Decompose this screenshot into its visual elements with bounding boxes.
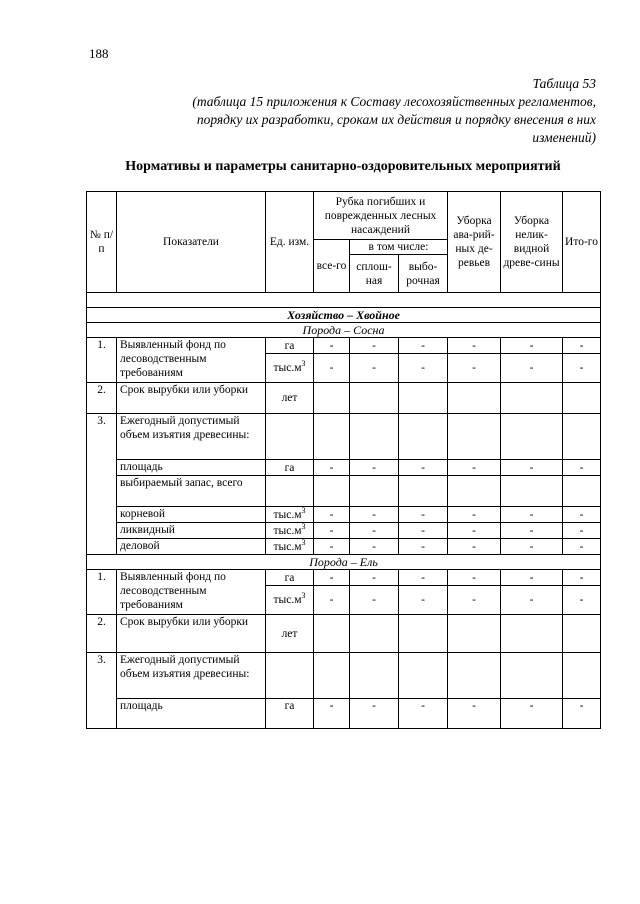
- header-num: № п/п: [87, 192, 117, 293]
- value-cell: -: [563, 354, 601, 383]
- value-cell: -: [563, 460, 601, 476]
- unit-cell: [266, 414, 314, 460]
- value-cell: [501, 653, 563, 699]
- caption-line: изменений): [532, 130, 596, 145]
- indicator-annual-volume: Ежегодный допустимый объем изъятия древесины:: [117, 414, 266, 460]
- value-cell: -: [399, 354, 448, 383]
- header-indicators: Показатели: [117, 192, 266, 293]
- value-cell: -: [448, 354, 501, 383]
- header-selective-felling: выбо-рочная: [399, 255, 448, 293]
- indicator-area: площадь: [117, 699, 266, 729]
- value-cell: [501, 414, 563, 460]
- unit-cell: [266, 476, 314, 507]
- value-cell: -: [448, 586, 501, 615]
- unit-cell: га: [266, 460, 314, 476]
- row-number: 1.: [87, 338, 117, 383]
- row-number: 2.: [87, 615, 117, 653]
- value-cell: -: [448, 699, 501, 729]
- indicator-liquid: ликвидный: [117, 523, 266, 539]
- value-cell: [314, 414, 350, 460]
- value-cell: -: [314, 523, 350, 539]
- value-cell: -: [563, 570, 601, 586]
- value-cell: [448, 383, 501, 414]
- indicator-identified-fund: Выявленный фонд по лесоводственным требованиям: [117, 570, 266, 615]
- value-cell: -: [448, 507, 501, 523]
- value-cell: -: [350, 507, 399, 523]
- value-cell: [314, 653, 350, 699]
- value-cell: [399, 476, 448, 507]
- indicator-area: площадь: [117, 460, 266, 476]
- value-cell: -: [448, 338, 501, 354]
- value-cell: -: [563, 699, 601, 729]
- value-cell: [350, 476, 399, 507]
- indicator-selected-stock: выбираемый запас, всего: [117, 476, 266, 507]
- value-cell: [448, 615, 501, 653]
- caption-line: (таблица 15 приложения к Составу лесохозяйственных регламентов,: [192, 94, 596, 109]
- value-cell: -: [399, 460, 448, 476]
- unit-cell: га: [266, 570, 314, 586]
- value-cell: -: [350, 354, 399, 383]
- blank-row: [87, 293, 601, 308]
- unit-text: тыс.м: [273, 594, 302, 606]
- header-unit: Ед. изм.: [266, 192, 314, 293]
- unit-cell: га: [266, 699, 314, 729]
- unit-cell: [266, 653, 314, 699]
- unit-text: тыс.м: [273, 508, 302, 521]
- value-cell: -: [314, 507, 350, 523]
- value-cell: [314, 615, 350, 653]
- value-cell: -: [350, 460, 399, 476]
- unit-cell: [266, 354, 314, 383]
- page-number: 188: [89, 46, 109, 61]
- value-cell: -: [448, 570, 501, 586]
- value-cell: -: [314, 586, 350, 615]
- value-cell: [563, 414, 601, 460]
- indicator-identified-fund: Выявленный фонд по лесоводственным требованиям: [117, 338, 266, 383]
- value-cell: [501, 383, 563, 414]
- value-cell: -: [501, 354, 563, 383]
- unit-text: тыс.м: [273, 540, 302, 553]
- value-cell: [350, 414, 399, 460]
- caption-line: Таблица 53: [532, 76, 596, 91]
- document-title: Нормативы и параметры санитарно-оздоровительных мероприятий: [125, 159, 561, 174]
- subsection-pine: Порода – Сосна: [87, 323, 601, 338]
- header-emergency: Уборка ава-рий-ных де-ревьев: [448, 192, 501, 293]
- unit-cell: [266, 586, 314, 615]
- value-cell: [350, 653, 399, 699]
- value-cell: [448, 414, 501, 460]
- value-cell: -: [399, 586, 448, 615]
- value-cell: -: [501, 338, 563, 354]
- value-cell: [350, 615, 399, 653]
- value-cell: -: [501, 460, 563, 476]
- value-cell: -: [501, 507, 563, 523]
- value-cell: [501, 615, 563, 653]
- row-number: 1.: [87, 570, 117, 615]
- value-cell: -: [399, 523, 448, 539]
- value-cell: -: [563, 539, 601, 555]
- value-cell: -: [399, 338, 448, 354]
- unit-superscript: 3: [301, 505, 306, 515]
- value-cell: -: [448, 539, 501, 555]
- value-cell: -: [563, 586, 601, 615]
- unit-cell: [266, 523, 314, 539]
- value-cell: [501, 476, 563, 507]
- value-cell: -: [501, 699, 563, 729]
- value-cell: [563, 653, 601, 699]
- value-cell: -: [399, 507, 448, 523]
- indicator-root: корневой: [117, 507, 266, 523]
- value-cell: -: [448, 460, 501, 476]
- value-cell: [563, 476, 601, 507]
- value-cell: -: [501, 570, 563, 586]
- value-cell: -: [314, 338, 350, 354]
- value-cell: -: [314, 570, 350, 586]
- value-cell: -: [399, 570, 448, 586]
- row-number: 3.: [87, 653, 117, 729]
- unit-cell: лет: [266, 615, 314, 653]
- value-cell: -: [314, 354, 350, 383]
- sanitary-measures-table: [86, 191, 601, 729]
- indicator-felling-term: Срок вырубки или уборки: [117, 383, 266, 414]
- value-cell: -: [350, 586, 399, 615]
- indicator-felling-term: Срок вырубки или уборки: [117, 615, 266, 653]
- unit-cell: [266, 539, 314, 555]
- unit-cell: лет: [266, 383, 314, 414]
- value-cell: [399, 383, 448, 414]
- section-header: Хозяйство – Хвойное: [87, 308, 601, 323]
- value-cell: -: [350, 570, 399, 586]
- value-cell: -: [501, 523, 563, 539]
- unit-cell: [266, 507, 314, 523]
- value-cell: -: [448, 523, 501, 539]
- header-total: Ито-го: [563, 192, 601, 293]
- header-clear-felling: сплош-ная: [350, 255, 399, 293]
- value-cell: [399, 653, 448, 699]
- value-cell: -: [350, 523, 399, 539]
- header-including: в том числе:: [350, 240, 448, 255]
- value-cell: [563, 615, 601, 653]
- value-cell: [350, 383, 399, 414]
- unit-superscript: 3: [301, 359, 306, 369]
- value-cell: -: [350, 699, 399, 729]
- value-cell: -: [563, 523, 601, 539]
- value-cell: -: [350, 539, 399, 555]
- indicator-business: деловой: [117, 539, 266, 555]
- value-cell: -: [501, 586, 563, 615]
- value-cell: [448, 476, 501, 507]
- value-cell: [399, 414, 448, 460]
- unit-text: тыс.м: [273, 524, 302, 537]
- value-cell: [314, 476, 350, 507]
- value-cell: -: [350, 338, 399, 354]
- value-cell: [563, 383, 601, 414]
- indicator-annual-volume: Ежегодный допустимый объем изъятия древесины:: [117, 653, 266, 699]
- caption-line: порядку их разработки, срокам их действия и порядку внесения в них: [196, 112, 596, 127]
- header-felling-group: Рубка погибших и поврежденных лесных насаждений: [314, 192, 448, 240]
- unit-superscript: 3: [301, 521, 306, 531]
- row-number: 2.: [87, 383, 117, 414]
- unit-superscript: 3: [301, 591, 306, 601]
- header-nonliquid: Уборка нелик-видной древе-сины: [501, 192, 563, 293]
- subsection-spruce: Порода – Ель: [87, 555, 601, 570]
- value-cell: -: [314, 699, 350, 729]
- value-cell: -: [399, 539, 448, 555]
- unit-superscript: 3: [301, 537, 306, 547]
- header-felling-total: все-го: [314, 240, 350, 293]
- row-number: 3.: [87, 414, 117, 555]
- value-cell: -: [501, 539, 563, 555]
- table-caption: [96, 75, 596, 147]
- value-cell: -: [399, 699, 448, 729]
- value-cell: [399, 615, 448, 653]
- value-cell: [314, 383, 350, 414]
- value-cell: [448, 653, 501, 699]
- value-cell: -: [314, 460, 350, 476]
- value-cell: -: [314, 539, 350, 555]
- unit-cell: га: [266, 338, 314, 354]
- value-cell: -: [563, 507, 601, 523]
- value-cell: -: [563, 338, 601, 354]
- unit-text: тыс.м: [273, 362, 302, 374]
